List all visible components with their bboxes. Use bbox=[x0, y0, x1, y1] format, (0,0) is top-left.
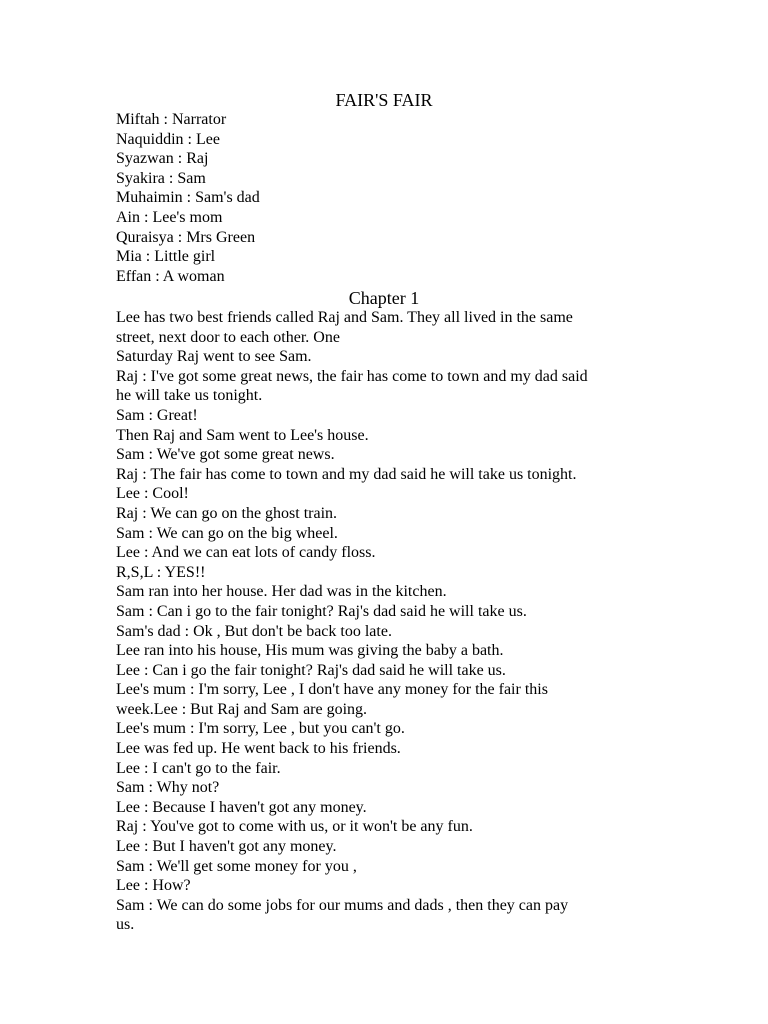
cast-line: Ain : Lee's mom bbox=[116, 208, 223, 226]
story-line: Raj : I've got some great news, the fair has come to town and my dad said bbox=[116, 367, 588, 385]
cast-line: Mia : Little girl bbox=[116, 248, 216, 266]
cast-line: Quraisya : Mrs Green bbox=[116, 228, 256, 246]
cast-line: Effan : A woman bbox=[116, 267, 225, 285]
story-line: Lee : Because I haven't got any money. bbox=[116, 798, 367, 816]
story-line: Lee has two best friends called Raj and Sam. They all lived in the same bbox=[116, 309, 573, 326]
cast-line: Muhaimin : Sam's dad bbox=[116, 189, 260, 207]
story-line: Raj : We can go on the ghost train. bbox=[116, 504, 338, 522]
cast-line: Syazwan : Raj bbox=[116, 150, 209, 168]
story-line: Lee : And we can eat lots of candy floss. bbox=[116, 544, 376, 562]
story-line: Sam : Can i go to the fair tonight? Raj's dad said he will take us. bbox=[116, 602, 527, 620]
story-line: Sam : We can do some jobs for our mums and dads , then they can pay bbox=[116, 896, 569, 914]
story-line: Lee's mum : I'm sorry, Lee , but you can't go. bbox=[116, 720, 405, 738]
story-line: Raj : The fair has come to town and my dad said he will take us tonight. bbox=[116, 465, 577, 483]
story-line: Sam : Why not? bbox=[116, 779, 220, 797]
story-line: Lee : How? bbox=[116, 877, 191, 895]
story-line: Sam ran into her house. Her dad was in the kitchen. bbox=[116, 583, 447, 601]
story-line: week.Lee : But Raj and Sam are going. bbox=[116, 700, 368, 718]
story-line: Sam : We've got some great news. bbox=[116, 446, 335, 464]
story-line: Lee ran into his house, His mum was giving the baby a bath. bbox=[116, 642, 504, 660]
cast-line: Miftah : Narrator bbox=[116, 111, 227, 128]
story-line: Sam : We can go on the big wheel. bbox=[116, 524, 338, 542]
story-line: Sam's dad : Ok , But don't be back too late. bbox=[116, 622, 392, 640]
story-line: Sam : We'll get some money for you , bbox=[116, 857, 357, 875]
story-line: R,S,L : YES!! bbox=[116, 563, 206, 581]
story-line: Lee's mum : I'm sorry, Lee , I don't have any money for the fair this bbox=[116, 681, 548, 699]
cast-line: Naquiddin : Lee bbox=[116, 130, 220, 148]
story-line: us. bbox=[116, 916, 135, 934]
story-text bbox=[116, 308, 676, 935]
story-line: street, next door to each other. One bbox=[116, 328, 340, 346]
story-line: Lee was fed up. He went back to his friends. bbox=[116, 740, 401, 758]
cast-list bbox=[116, 110, 676, 286]
chapter-heading: Chapter 1 bbox=[348, 288, 420, 308]
story-line: Lee : Cool! bbox=[116, 485, 189, 503]
story-line: Raj : You've got to come with us, or it won't be any fun. bbox=[116, 818, 473, 836]
story-line: Then Raj and Sam went to Lee's house. bbox=[116, 426, 369, 444]
story-line: he will take us tonight. bbox=[116, 387, 263, 405]
story-line: Sam : Great! bbox=[116, 406, 198, 424]
story-line: Lee : Can i go the fair tonight? Raj's dad said he will take us. bbox=[116, 661, 506, 679]
cast-line: Syakira : Sam bbox=[116, 169, 206, 187]
document-title: FAIR'S FAIR bbox=[335, 90, 433, 110]
story-line: Lee : But I haven't got any money. bbox=[116, 838, 337, 856]
story-line: Saturday Raj went to see Sam. bbox=[116, 348, 312, 366]
story-line: Lee : I can't go to the fair. bbox=[116, 759, 281, 777]
